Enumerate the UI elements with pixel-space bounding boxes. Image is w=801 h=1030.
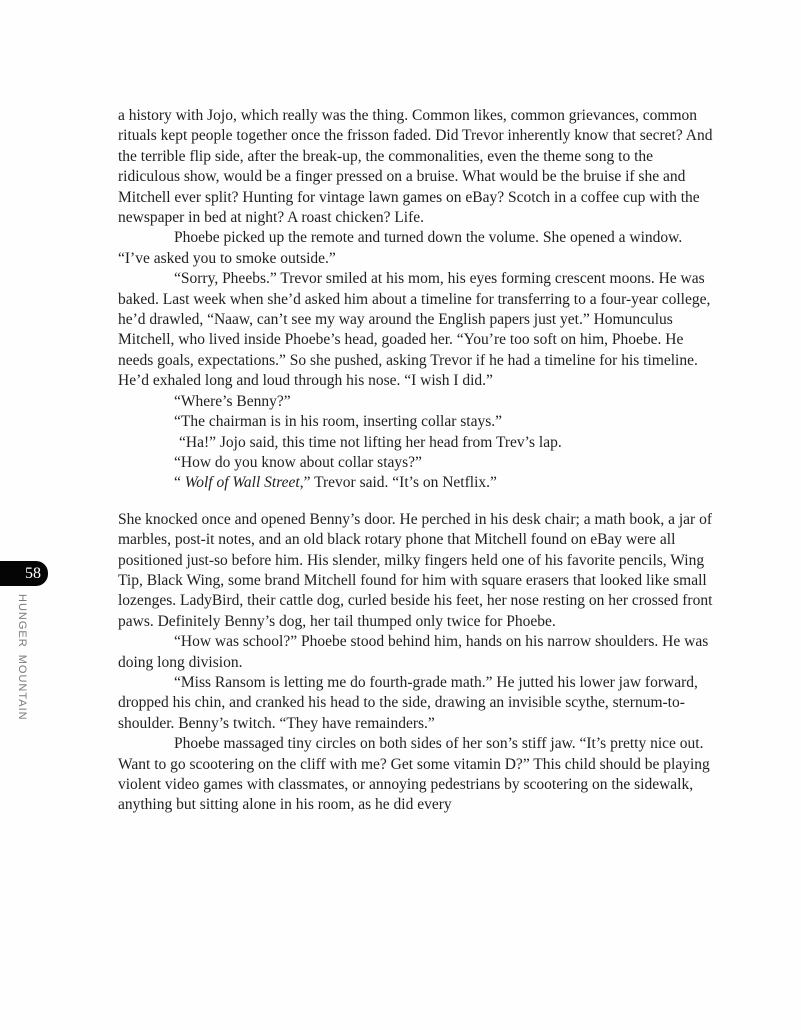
story-paragraph: Phoebe massaged tiny circles on both sides of her son’s stiff jaw. “It’s pretty nice out. Want to go scootering on the cliff with me? Get some vitamin D?” This child should be playing violent video games with classmates, or annoying pedestrians by scootering on the sidewalk, anything but sitting alone in his room, as he did every (118, 735, 710, 814)
story-paragraph-dialogue: “The chairman is in his room, inserting collar stays.” (174, 413, 502, 431)
dialogue-open-quote: “ (174, 474, 185, 492)
dialogue-rest: ,” Trevor said. “It’s on Netflix.” (299, 474, 497, 492)
story-paragraph: “Sorry, Pheebs.” Trevor smiled at his mom, his eyes forming crescent moons. He was baked. Last week when she’d asked him about a timeline for transferring to a four-year college, he’d drawled, “Naaw, can’t see my way around the English papers just yet.” Homunculus Mitchell, who lived inside Phoebe’s head, goaded her. “You’re too soft on him, Phoebe. He needs goals, expectations.” So she pushed, asking Trevor if he had a timeline for his timeline. He’d exhaled long and loud through his nose. “I wish I did.” (118, 270, 711, 390)
story-text (118, 106, 714, 816)
story-paragraph: “How was school?” Phoebe stood behind him, hands on his narrow shoulders. He was doing long division. (118, 633, 709, 671)
story-paragraph-dialogue: “How do you know about collar stays?” (174, 453, 422, 471)
story-paragraph-dialogue (118, 473, 714, 493)
movie-title-italic: Wolf of Wall Street (184, 474, 300, 492)
page-number-tab: 58 (0, 561, 48, 586)
story-paragraph: “Miss Ransom is letting me do fourth-grade math.” He jutted his lower jaw forward, dropped his chin, and cranked his head to the side, drawing an invisible scythe, sternum-to-shoulder. Benny’s twitch. “They have remainders.” (118, 673, 698, 732)
story-paragraph: Phoebe picked up the remote and turned down the volume. She opened a window. “I’ve asked you to smoke outside.” (118, 229, 683, 267)
story-paragraph-dialogue: “Ha!” Jojo said, this time not lifting her head from Trev’s lap. (179, 433, 562, 451)
story-paragraph: a history with Jojo, which really was the thing. Common likes, common grievances, common rituals kept people together once the frisson faded. Did Trevor inherently know that secret? And the terrible flip side, after the break-up, the commonalities, even the theme song to the ridiculous show, would be a finger pressed on a bruise. What would be the bruise if she and Mitchell ever split? Hunting for vintage lawn games on eBay? Scotch in a coffee cup with the newspaper in bed at night? A roast chicken? Life. (118, 107, 713, 227)
journal-title-vertical: HUNGER MOUNTAIN (16, 594, 28, 721)
story-paragraph-dialogue: “Where’s Benny?” (174, 392, 291, 410)
story-paragraph-section-start: She knocked once and opened Benny’s door. He perched in his desk chair; a math book, a jar of marbles, post-it notes, and an old black rotary phone that Mitchell found on eBay were all positioned just-so before him. His slender, milky fingers held one of his favorite pencils, Wing Tip, Black Wing, some brand Mitchell found for him with square erasers that looked like small lozenges. LadyBird, their cattle dog, curled beside his feet, her nose resting on her crossed front paws. Definitely Benny’s dog, her tail thumped only twice for Phoebe. (118, 510, 713, 630)
